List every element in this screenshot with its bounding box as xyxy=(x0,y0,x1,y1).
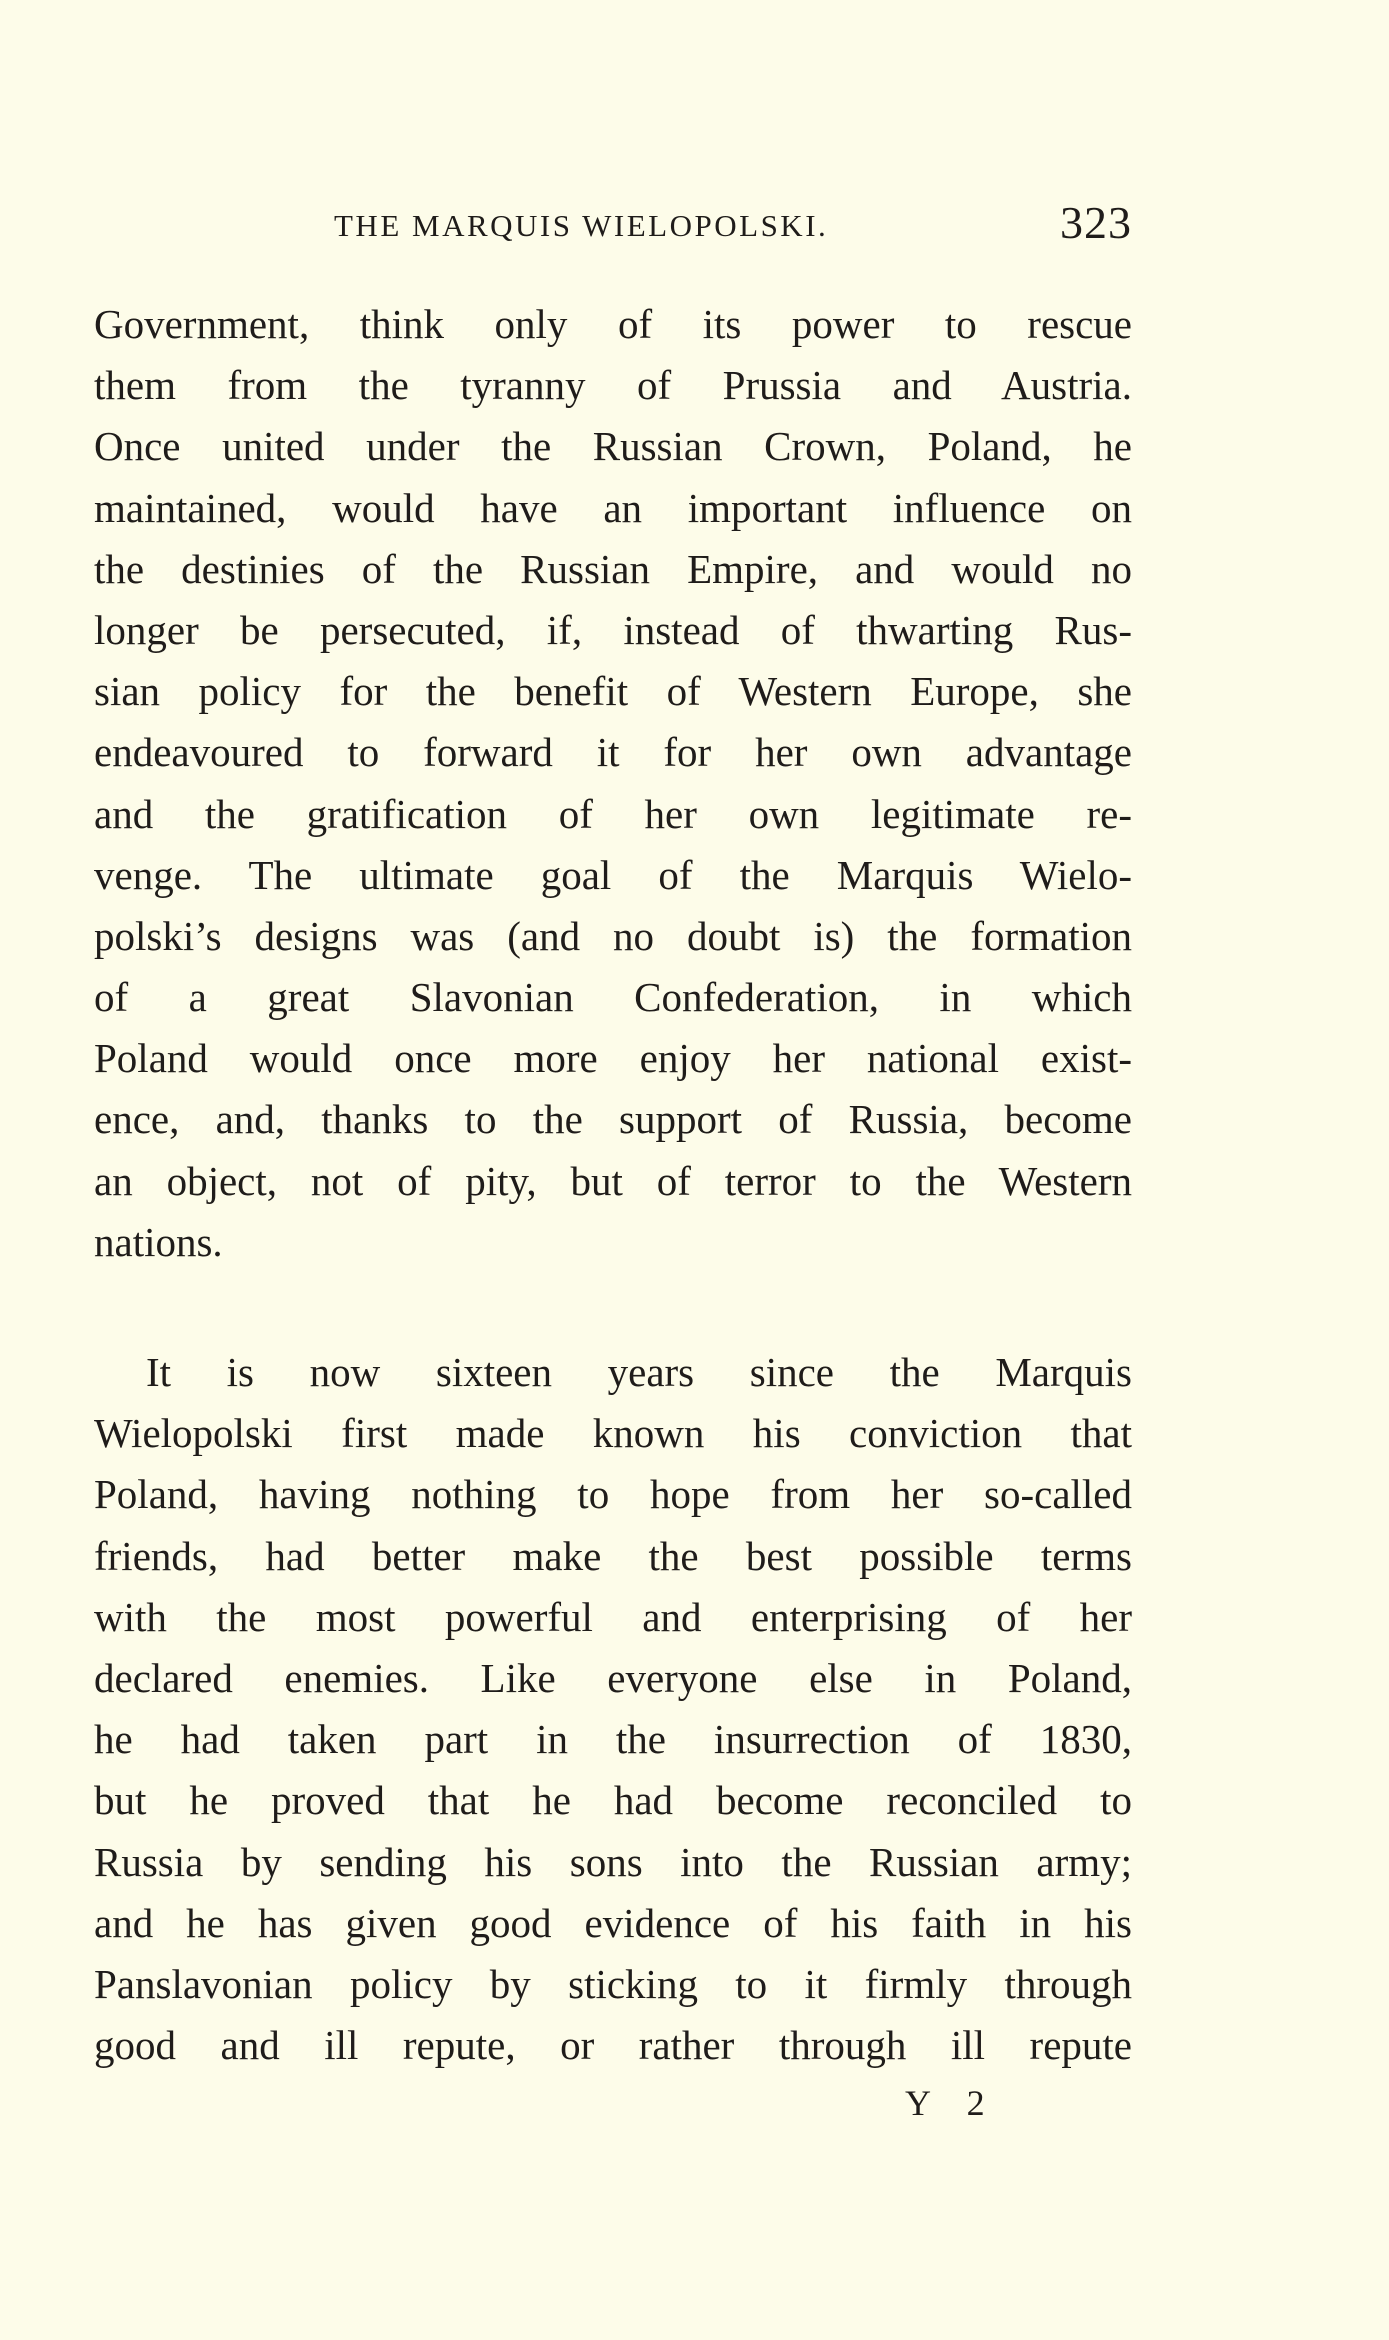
text-line: Russia by sending his sons into the Russian army; xyxy=(94,1838,1132,1885)
text-line: he had taken part in the insurrection of 1830, xyxy=(94,1716,1132,1763)
page-number: 323 xyxy=(1060,197,1132,248)
text-line: ence, and, thanks to the support of Russia, become xyxy=(94,1096,1132,1143)
text-line: Poland would once more enjoy her national exist- xyxy=(94,1035,1132,1082)
text-line: venge. The ultimate goal of the Marquis Wielo- xyxy=(94,851,1132,898)
text-line: but he proved that he had become reconciled to xyxy=(94,1777,1132,1824)
text-line: them from the tyranny of Prussia and Austria. xyxy=(94,362,1132,409)
signature-mark: Y 2 xyxy=(905,2083,999,2123)
text-line: of a great Slavonian Confederation, in which xyxy=(94,974,1132,1021)
text-line: an object, not of pity, but of terror to the Western xyxy=(94,1157,1132,1204)
text-line: declared enemies. Like everyone else in Poland, xyxy=(94,1654,1132,1701)
text-line: and he has given good evidence of his faith in his xyxy=(94,1899,1132,1946)
text-line: maintained, would have an important influence on xyxy=(94,484,1132,531)
text-line: sian policy for the benefit of Western Europe, she xyxy=(94,668,1132,715)
text-line: Once united under the Russian Crown, Poland, he xyxy=(94,423,1132,470)
text-line: endeavoured to forward it for her own advantage xyxy=(94,729,1132,776)
text-line: and the gratification of her own legitimate re- xyxy=(94,790,1132,837)
text-line: Government, think only of its power to rescue xyxy=(94,301,1132,347)
text-line: Poland, having nothing to hope from her so-called xyxy=(94,1471,1132,1518)
text-line: It is now sixteen years since the Marquis xyxy=(146,1349,1132,1395)
running-head xyxy=(94,196,1132,256)
text-line: polski’s designs was (and no doubt is) the formation xyxy=(94,912,1132,959)
text-line: Panslavonian policy by sticking to it firmly through xyxy=(94,1960,1132,2007)
text-line: longer be persecuted, if, instead of thwarting Rus- xyxy=(94,606,1132,653)
paragraph-2 xyxy=(94,1342,1132,2076)
text-line: Wielopolski first made known his conviction that xyxy=(94,1410,1132,1457)
paragraph-1 xyxy=(94,294,1132,1273)
text-line: nations. xyxy=(94,1218,223,1265)
text-line: with the most powerful and enterprising of her xyxy=(94,1593,1132,1640)
text-line: the destinies of the Russian Empire, and would no xyxy=(94,545,1132,592)
text-line: friends, had better make the best possible terms xyxy=(94,1532,1132,1579)
running-title: THE MARQUIS WIELOPOLSKI. xyxy=(334,208,829,243)
text-line: good and ill repute, or rather through ill repute xyxy=(94,2022,1132,2069)
